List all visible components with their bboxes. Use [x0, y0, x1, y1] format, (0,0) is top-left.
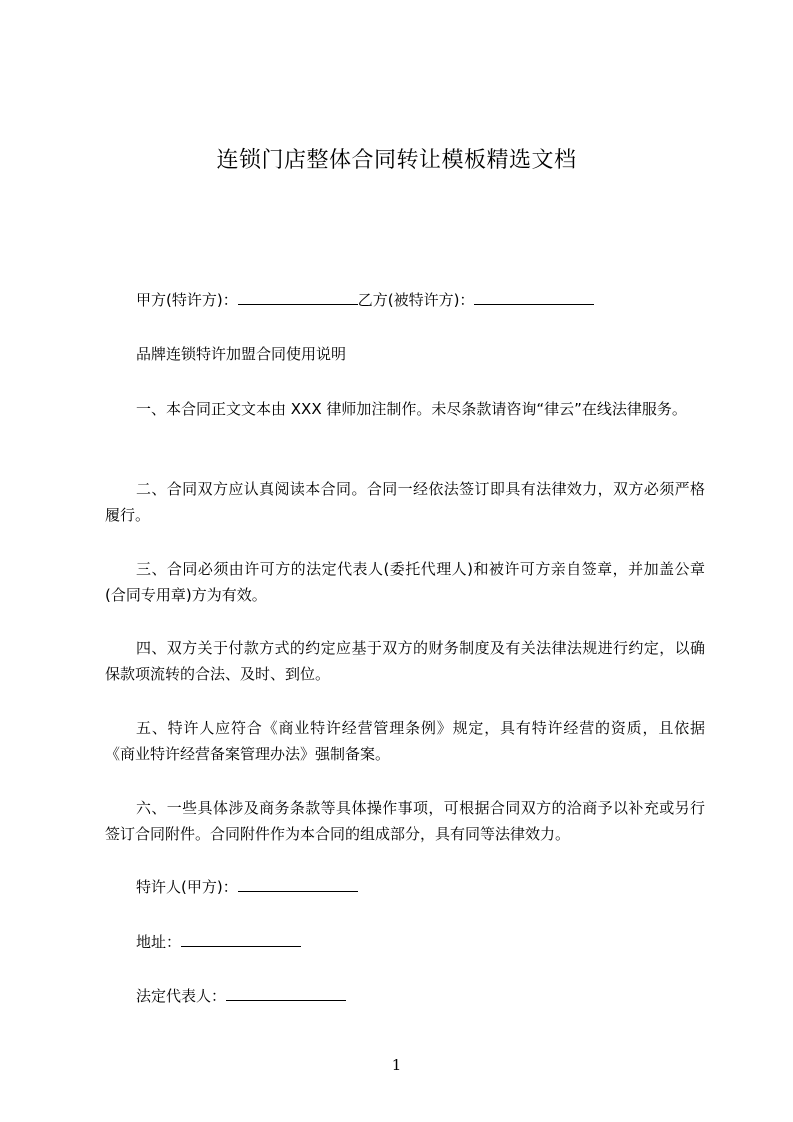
usage-heading: 品牌连锁特许加盟合同使用说明	[136, 345, 347, 363]
address-blank[interactable]	[181, 931, 301, 947]
franchisor-blank[interactable]	[238, 876, 358, 892]
franchisor-label: 特许人(甲方)：	[136, 878, 238, 896]
party-b-label: 乙方(被特许方)：	[357, 291, 475, 309]
legal-rep-line	[105, 983, 736, 1009]
clause-6: 六、一些具体涉及商务条款等具体操作事项，可根据合同双方的洽商予以补充或另行签订合同附件。合同附件作为本合同的组成部分，具有同等法律效力。	[105, 799, 705, 843]
party-a-label: 甲方(特许方)：	[136, 291, 238, 309]
page-number: 1	[391, 1056, 402, 1074]
franchisor-line	[105, 874, 736, 900]
party-b-blank[interactable]	[474, 289, 594, 305]
clause-1: 一、本合同正文文本由 XXX 律师加注制作。未尽条款请咨询“律云”在线法律服务。	[136, 400, 687, 418]
clause-5: 五、特许人应符合《商业特许经营管理条例》规定，具有特许经营的资质，且依据《商业特许经营备案管理办法》强制备案。	[105, 719, 705, 763]
address-line	[105, 929, 736, 955]
clause-2: 二、合同双方应认真阅读本合同。合同一经依法签订即具有法律效力，双方必须严格履行。	[105, 480, 705, 524]
parties-line	[105, 287, 736, 313]
address-label: 地址：	[136, 933, 182, 951]
document-title: 连锁门店整体合同转让模板精选文档	[216, 148, 577, 173]
party-a-blank[interactable]	[238, 289, 358, 305]
legal-rep-label: 法定代表人：	[136, 987, 227, 1005]
clause-3: 三、合同必须由许可方的法定代表人(委托代理人)和被许可方亲自签章，并加盖公章(合同专用章)方为有效。	[105, 560, 705, 604]
legal-rep-blank[interactable]	[226, 985, 346, 1001]
clause-4: 四、双方关于付款方式的约定应基于双方的财务制度及有关法律法规进行约定，以确保款项流转的合法、及时、到位。	[105, 639, 705, 683]
